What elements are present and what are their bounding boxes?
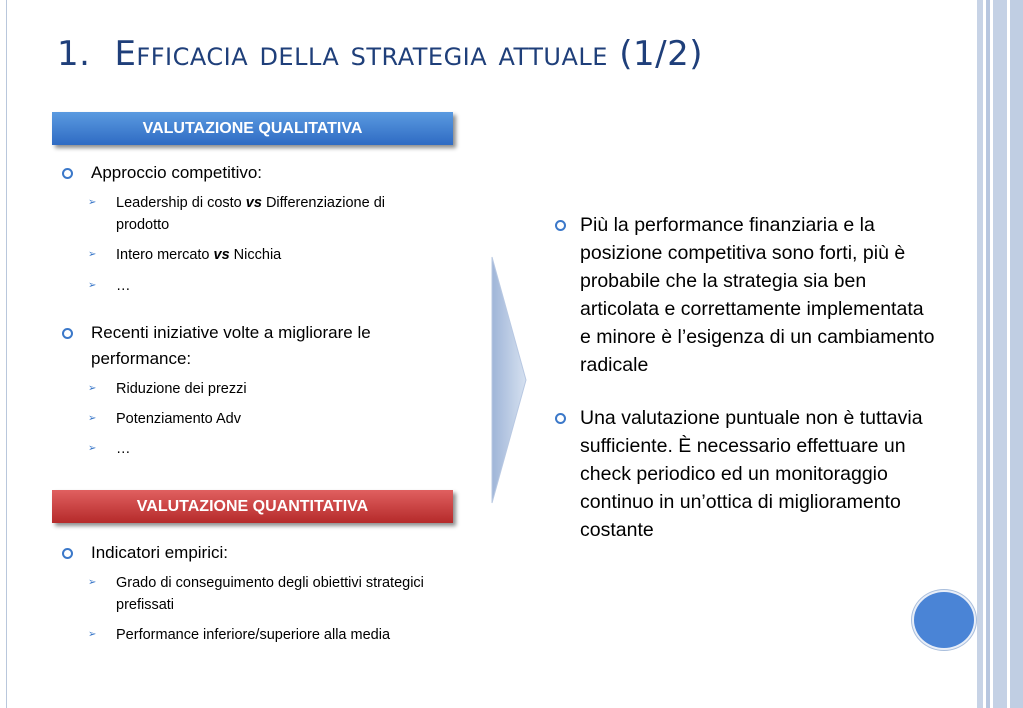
- bullet-initiatives: [62, 320, 442, 372]
- sub-bullet-mercato: ➢ Intero mercato vs Nicchia: [88, 244, 438, 266]
- right-decorative-stripes: [977, 0, 1023, 708]
- arrow-bullet-icon: ➢: [88, 249, 97, 260]
- bullet-indicators: [62, 540, 442, 566]
- slide-title: [57, 34, 703, 74]
- bullet-dot-icon: [555, 220, 566, 231]
- chevron-arrow-icon: [490, 255, 530, 505]
- arrow-bullet-icon: ➢: [88, 629, 97, 640]
- sub-bullet-obiettivi: ➢ Grado di conseguimento degli obiettivi strategici prefissati: [88, 572, 438, 616]
- bullet-dot-icon: [62, 328, 73, 339]
- right-bullet-2: Una valutazione puntuale non è tuttavia sufficiente. È necessario effettuare un check periodico ed un monitoraggio continuo in un’ottica di miglioramento costante: [553, 404, 938, 544]
- bullet-dot-icon: [555, 413, 566, 424]
- quantitative-banner: VALUTAZIONE QUANTITATIVA: [52, 490, 453, 523]
- bullet-dot-icon: [62, 548, 73, 559]
- title-text: Efficacia della strategia attuale (1/2): [114, 34, 704, 74]
- arrow-bullet-icon: ➢: [88, 413, 97, 424]
- decorative-circle: [912, 590, 976, 650]
- bullet-approach-label: Approccio competitivo:: [91, 163, 263, 182]
- title-number: 1.: [57, 34, 91, 74]
- qualitative-banner: VALUTAZIONE QUALITATIVA: [52, 112, 453, 145]
- bullet-approach: [62, 160, 442, 186]
- right-bullet-1: Più la performance finanziaria e la posizione competitiva sono forti, più è probabile che la strategia sia ben articolata e correttamente implementata e minore è l’esigenza di un cambiamento radicale: [553, 211, 938, 379]
- sub-bullet-prezzi: ➢ Riduzione dei prezzi: [88, 378, 438, 400]
- sub-bullet-leadership: ➢ Leadership di costo vs Differenziazione di prodotto: [88, 192, 438, 236]
- arrow-bullet-icon: ➢: [88, 443, 97, 454]
- left-frame-line: [6, 0, 7, 708]
- sub-bullet-ellipsis-2: ➢ …: [88, 438, 438, 460]
- sub-bullet-performance: ➢ Performance inferiore/superiore alla media: [88, 624, 438, 646]
- bullet-initiatives-label: Recenti iniziative volte a migliorare le performance:: [91, 323, 371, 368]
- bullet-dot-icon: [62, 168, 73, 179]
- arrow-bullet-icon: ➢: [88, 577, 97, 588]
- arrow-bullet-icon: ➢: [88, 383, 97, 394]
- bullet-indicators-label: Indicatori empirici:: [91, 543, 228, 562]
- sub-bullet-adv: ➢ Potenziamento Adv: [88, 408, 438, 430]
- sub-bullet-ellipsis-1: ➢ …: [88, 275, 438, 297]
- arrow-bullet-icon: ➢: [88, 197, 97, 208]
- arrow-bullet-icon: ➢: [88, 280, 97, 291]
